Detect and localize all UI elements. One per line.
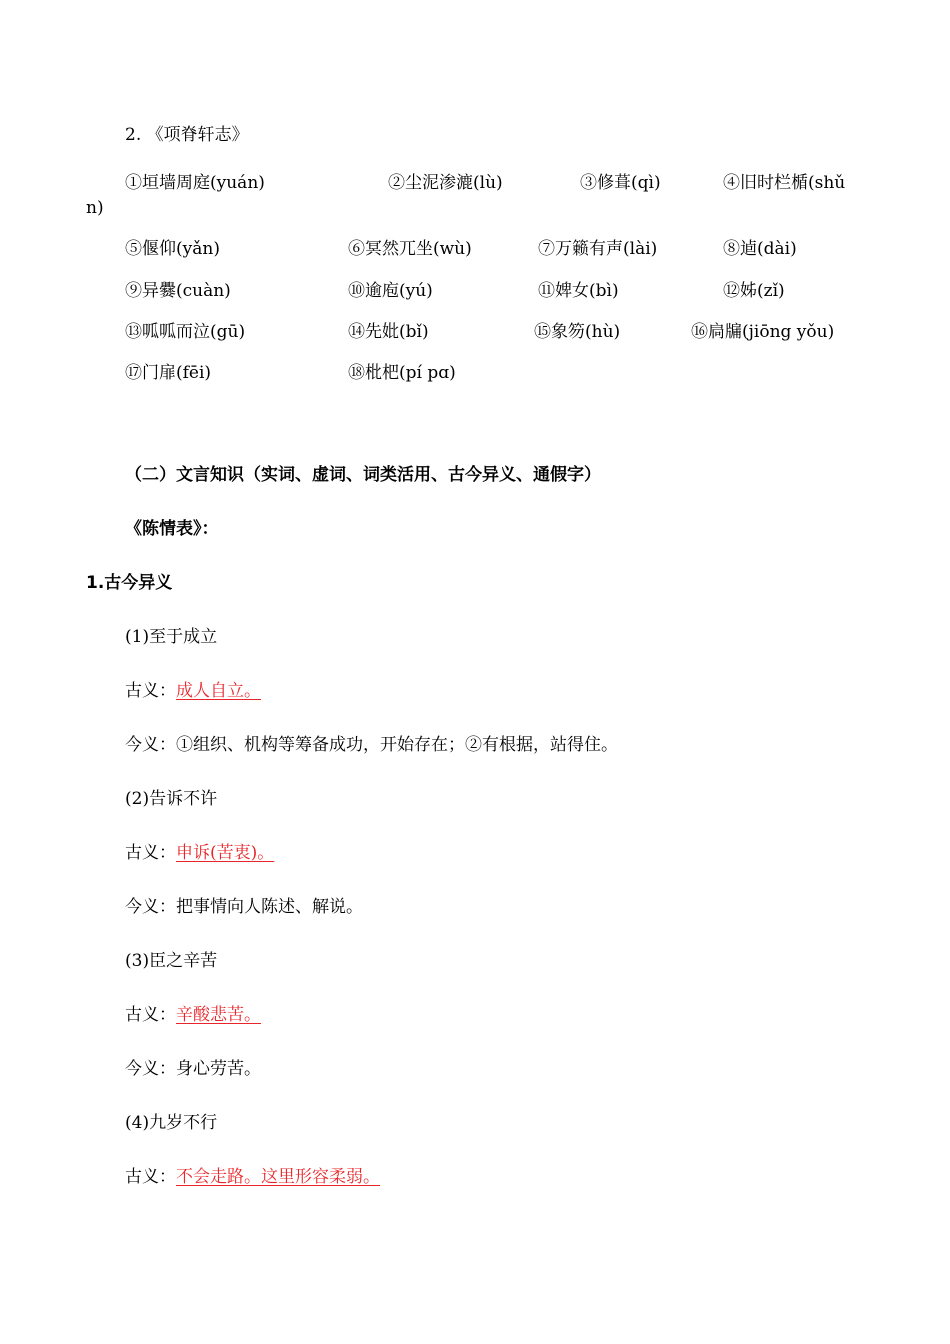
jin-yi-text: 把事情向人陈述、解说。 [176, 897, 363, 917]
gu-yi-line [125, 842, 274, 864]
gu-yi-label: 古义： [125, 843, 176, 863]
gu-yi-answer: 申诉(苦衷)。 [176, 843, 275, 863]
section-title: 2. 《项脊轩志》 [125, 125, 249, 145]
pinyin-item: ①垣墙周庭(yuán) [125, 173, 265, 193]
pinyin-item: ⑱枇杷(pí pɑ) [348, 363, 456, 383]
pinyin-item: ⑥冥然兀坐(wù) [348, 239, 472, 259]
gu-yi-label: 古义： [125, 681, 176, 701]
jin-yi-line [125, 734, 618, 756]
pinyin-item: ⑦万籁有声(lài) [538, 239, 658, 259]
pinyin-item: ⑬呱呱而泣(gū) [125, 322, 246, 342]
jin-yi-line [125, 1058, 261, 1080]
section-heading: （二）文言知识（实词、虚词、词类活用、古今异义、通假字） [125, 465, 601, 485]
pinyin-item: ⑮象笏(hù) [534, 322, 621, 342]
term: (1)至于成立 [125, 627, 218, 647]
pinyin-item: ⑰门扉(fēi) [125, 363, 212, 383]
sub-heading: 1.古今异义 [86, 573, 173, 593]
gu-yi-line [125, 1166, 380, 1188]
gu-yi-line [125, 1004, 261, 1026]
pinyin-item: ④旧时栏楯(shǔ [723, 173, 846, 193]
jin-yi-label: 今义： [125, 1059, 176, 1079]
term: (4)九岁不行 [125, 1113, 218, 1133]
gu-yi-answer: 不会走路。这里形容柔弱。 [176, 1167, 380, 1187]
pinyin-item: ③修葺(qì) [580, 173, 661, 193]
jin-yi-label: 今义： [125, 735, 176, 755]
term: (2)告诉不许 [125, 789, 218, 809]
gu-yi-answer: 辛酸悲苦。 [176, 1005, 261, 1025]
pinyin-item: ⑧逌(dài) [723, 239, 797, 259]
jin-yi-text: ①组织、机构等筹备成功，开始存在；②有根据，站得住。 [176, 735, 618, 755]
pinyin-item: ⑨异爨(cuàn) [125, 281, 231, 301]
term: (3)臣之辛苦 [125, 951, 218, 971]
jin-yi-label: 今义： [125, 897, 176, 917]
pinyin-item: ⑭先妣(bǐ) [348, 322, 429, 342]
pinyin-item: ⑫姊(zǐ) [723, 281, 785, 301]
text-title: 《陈情表》： [125, 519, 219, 539]
gu-yi-answer: 成人自立。 [176, 681, 261, 701]
pinyin-item: ②尘泥渗漉(lù) [388, 173, 503, 193]
jin-yi-line [125, 896, 363, 918]
pinyin-item: ⑩逾庖(yú) [348, 281, 433, 301]
gu-yi-label: 古义： [125, 1005, 176, 1025]
gu-yi-label: 古义： [125, 1167, 176, 1187]
pinyin-item: ⑪婢女(bì) [538, 281, 619, 301]
pinyin-item: ⑯扃牖(jiōng yǒu) [691, 322, 835, 342]
jin-yi-text: 身心劳苦。 [176, 1059, 261, 1079]
pinyin-item-wrap: n) [86, 198, 104, 218]
pinyin-item: ⑤偃仰(yǎn) [125, 239, 220, 259]
gu-yi-line [125, 680, 261, 702]
